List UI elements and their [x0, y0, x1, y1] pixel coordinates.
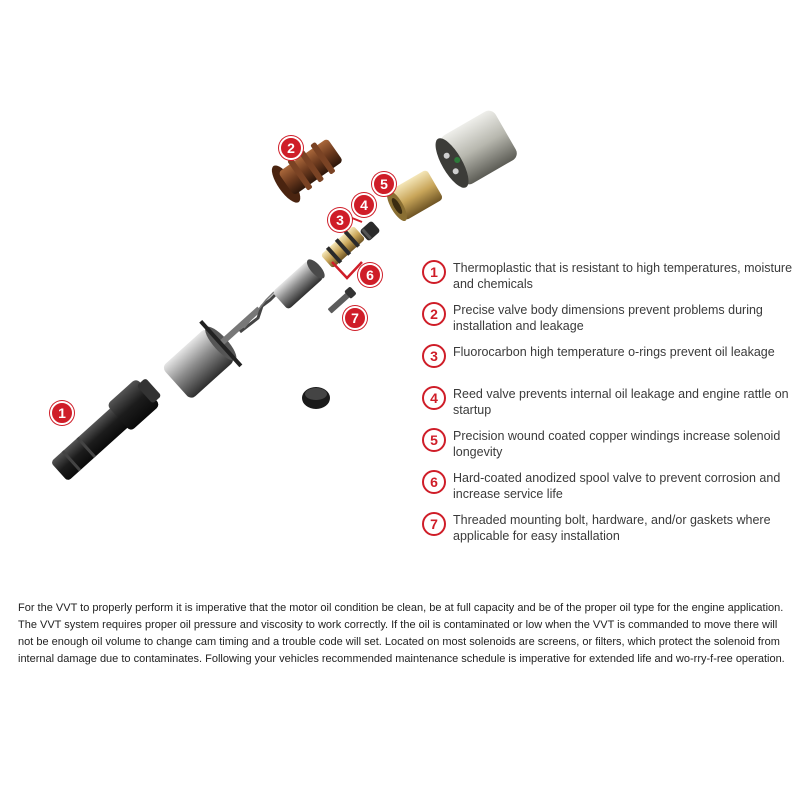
- legend-item: [422, 468, 794, 508]
- connector-housing-icon: [47, 373, 165, 485]
- legend-number: 2: [422, 302, 446, 326]
- callout-marker-4: 4: [352, 193, 376, 217]
- callout-marker-2: 2: [279, 136, 303, 160]
- callout-marker-1: 1: [50, 401, 74, 425]
- callout-marker-6: 6: [358, 263, 382, 287]
- legend-number: 7: [422, 512, 446, 536]
- solenoid-body-icon: [156, 286, 279, 406]
- legend-number: 5: [422, 428, 446, 452]
- legend-number: 3: [422, 344, 446, 368]
- legend-item: [422, 510, 794, 550]
- solenoid-can-icon: [429, 108, 519, 192]
- legend-text: Threaded mounting bolt, hardware, and/or gaskets where applicable for easy installation: [453, 513, 771, 543]
- legend-text: Thermoplastic that is resistant to high temperatures, moisture and chemicals: [453, 261, 793, 291]
- callout-marker-3: 3: [328, 208, 352, 232]
- description-paragraph: For the VVT to properly perform it is imperative that the motor oil condition be clean, be at full capacity and be of the proper oil type for the engine application. The VVT system requires proper oil pressure and viscosity to work correctly. If the oil is contaminated or low when the VVT is commanded to move there will not be enough oil volume to change cam timing and a trouble code will set. Located on most solenoids are screens, or filters, which protect the solenoid from internal damage due to contaminates. Following your vehicles recommended maintenance schedule is imperative for extended life and wo-rry-f-ree operation.: [18, 602, 785, 665]
- legend-text: Fluorocarbon high temperature o-rings prevent oil leakage: [453, 345, 775, 359]
- legend-text: Reed valve prevents internal oil leakage and engine rattle on startup: [453, 387, 789, 417]
- plunger-tube-icon: [272, 257, 327, 310]
- legend-item: [422, 258, 794, 298]
- legend-text: Hard-coated anodized spool valve to prevent corrosion and increase service life: [453, 471, 781, 501]
- legend-text: Precise valve body dimensions prevent problems during installation and leakage: [453, 303, 763, 333]
- legend-item: [422, 384, 794, 424]
- legend-number: 1: [422, 260, 446, 284]
- grommet-icon: [302, 387, 330, 409]
- legend-text: Precision wound coated copper windings increase solenoid longevity: [453, 429, 781, 459]
- legend-item: [422, 426, 794, 466]
- legend-item: [422, 342, 794, 382]
- legend-item: [422, 300, 794, 340]
- legend-number: 4: [422, 386, 446, 410]
- legend-number: 6: [422, 470, 446, 494]
- callout-marker-7: 7: [343, 306, 367, 330]
- callout-marker-5: 5: [372, 172, 396, 196]
